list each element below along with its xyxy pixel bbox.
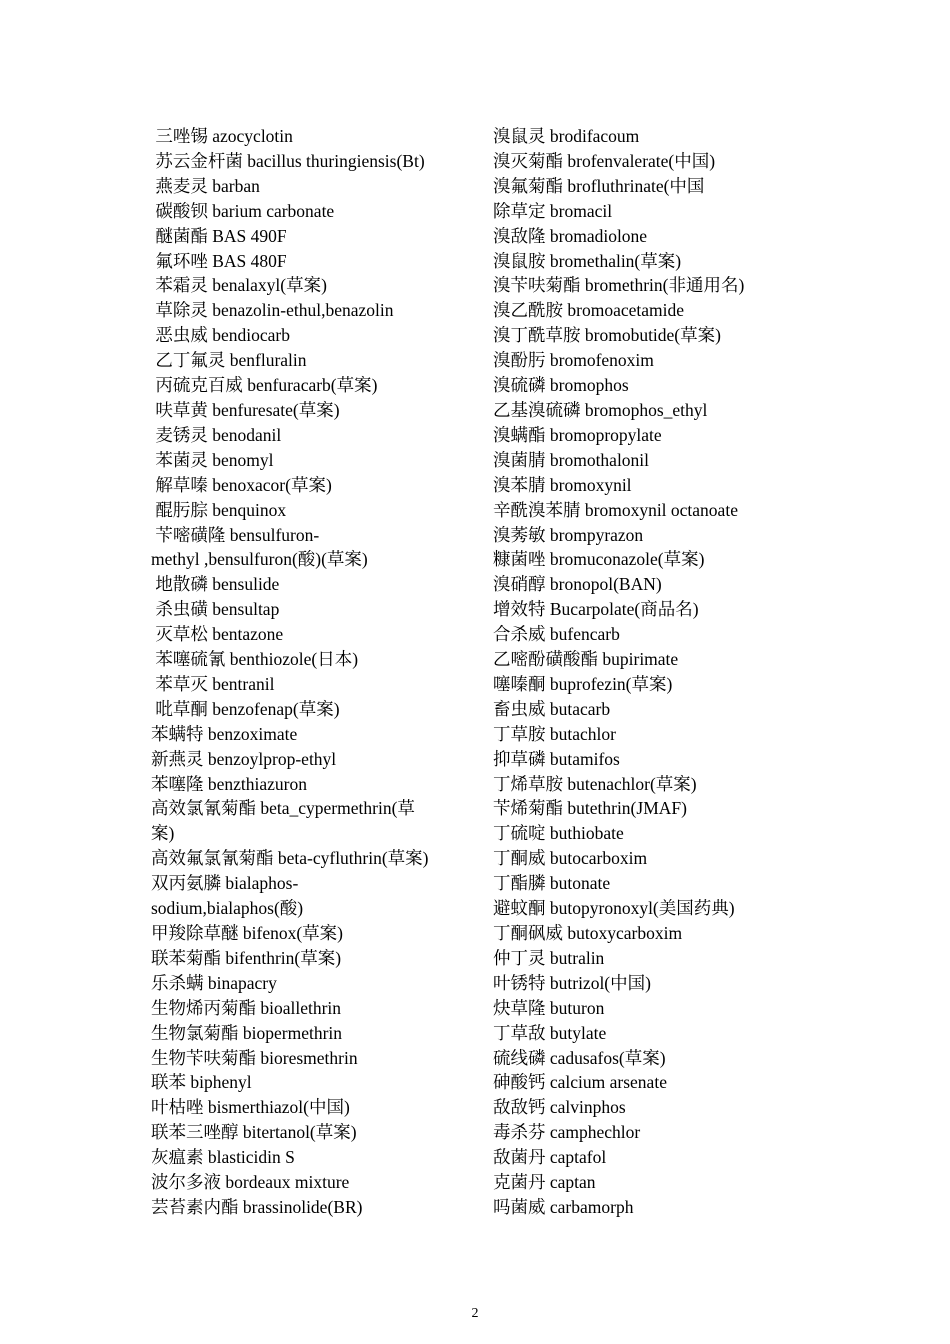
term-entry: 灭草松 bentazone <box>151 624 284 645</box>
term-entry: 苯螨特 benzoximate <box>151 723 298 744</box>
term-entry: 溴敌隆 bromadiolone <box>493 225 648 246</box>
term-entry: 醌肟腙 benquinox <box>151 499 287 520</box>
term-entry: 三唑锡 azocyclotin <box>151 126 293 146</box>
term-entry: 溴鼠灵 brodifacoum <box>493 126 640 146</box>
term-entry: 溴苄呋菊酯 bromethrin(非通用名) <box>493 275 745 296</box>
term-entry: 苯菌灵 benomyl <box>151 449 274 470</box>
term-entry: 叶锈特 butrizol(中国) <box>493 972 651 993</box>
term-entry: 噻嗪酮 buprofezin(草案) <box>493 673 673 694</box>
term-entry: 抑草磷 butamifos <box>493 748 620 769</box>
term-entry: 糠菌唑 bromuconazole(草案) <box>493 549 705 570</box>
term-entry: 除草定 bromacil <box>493 200 613 221</box>
term-entry: 丁草胺 butachlor <box>493 723 616 744</box>
term-entry: 碳酸钡 barium carbonate <box>151 200 335 221</box>
term-entry: 乙丁氟灵 benfluralin <box>151 350 307 371</box>
term-entry: 溴莠敏 brompyrazon <box>493 524 644 545</box>
term-entry: 溴灭菊酯 brofenvalerate(中国) <box>493 150 716 171</box>
term-entry: 苄嘧磺隆 bensulfuron- <box>151 524 320 545</box>
term-entry: 吡草酮 benzofenap(草案) <box>151 698 340 719</box>
term-entry: 丙硫克百威 benfuracarb(草案) <box>151 375 378 396</box>
term-entry: 丁硫啶 buthiobate <box>493 823 624 844</box>
term-entry: 敌敌钙 calvinphos <box>493 1097 626 1118</box>
term-entry: 溴螨酯 bromopropylate <box>493 424 662 445</box>
term-entry: 丁草敌 butylate <box>493 1022 607 1043</box>
term-entry: 丁酯膦 butonate <box>493 873 611 894</box>
term-entry: 联苯 biphenyl <box>151 1072 252 1093</box>
term-entry: 生物氯菊酯 biopermethrin <box>151 1022 343 1043</box>
term-entry: 呋草黄 benfuresate(草案) <box>151 399 340 420</box>
term-entry: 双丙氨膦 bialaphos- <box>151 873 299 894</box>
term-entry: 炔草隆 buturon <box>493 997 605 1018</box>
term-entry: 合杀威 bufencarb <box>493 624 620 645</box>
right-term-column <box>493 124 793 1220</box>
term-entry: 联苯菊酯 bifenthrin(草案) <box>151 947 342 968</box>
term-entry: 苯草灭 bentranil <box>151 673 275 694</box>
term-entry: 克菌丹 captan <box>493 1172 596 1193</box>
term-entry: 仲丁灵 butralin <box>493 947 605 968</box>
term-entry: 麦锈灵 benodanil <box>151 424 282 445</box>
term-entry: 氟环唑 BAS 480F <box>151 250 287 271</box>
term-entry: 溴硝醇 bronopol(BAN) <box>493 574 662 595</box>
page-number: 2 <box>471 1306 479 1321</box>
term-entry: 吗菌威 carbamorph <box>493 1196 634 1217</box>
term-entry: 苄烯菊酯 butethrin(JMAF) <box>493 798 687 819</box>
term-entry: 灰瘟素 blasticidin S <box>151 1147 295 1168</box>
term-entry: 避蚊酮 butopyronoxyl(美国药典) <box>493 898 735 919</box>
term-entry: 生物苄呋菊酯 bioresmethrin <box>151 1047 358 1068</box>
term-entry: sodium,bialaphos(酸) <box>151 898 304 919</box>
term-entry: 苏云金杆菌 bacillus thuringiensis(Bt) <box>151 150 425 171</box>
term-entry: 新燕灵 benzoylprop-ethyl <box>151 748 337 769</box>
term-entry: 丁酮砜威 butoxycarboxim <box>493 923 683 943</box>
term-entry: 苯噻硫氰 benthiozole(日本) <box>151 649 359 670</box>
term-entry: 生物烯丙菊酯 bioallethrin <box>151 997 342 1018</box>
term-entry: 高效氯氰菊酯 beta_cypermethrin(草 <box>151 798 415 819</box>
term-entry: 醚菌酯 BAS 490F <box>151 225 287 246</box>
term-entry: 硫线磷 cadusafos(草案) <box>493 1047 666 1068</box>
term-entry: 燕麦灵 barban <box>151 175 260 196</box>
term-entry: 溴氟菊酯 brofluthrinate(中国 <box>493 175 705 196</box>
term-entry: 畜虫威 butacarb <box>493 698 611 719</box>
term-entry: 乐杀螨 binapacry <box>151 972 277 993</box>
term-entry: 草除灵 benazolin-ethul,benazolin <box>151 300 394 321</box>
term-entry: methyl ,bensulfuron(酸)(草案) <box>151 549 368 570</box>
term-entry: 丁烯草胺 butenachlor(草案) <box>493 773 697 794</box>
term-entry: 溴乙酰胺 bromoacetamide <box>493 300 684 321</box>
term-entry: 杀虫磺 bensultap <box>151 599 280 620</box>
term-entry: 溴丁酰草胺 bromobutide(草案) <box>493 325 721 346</box>
term-entry: 乙嘧酚磺酸酯 bupirimate <box>493 649 679 670</box>
term-entry: 解草嗪 benoxacor(草案) <box>151 474 332 495</box>
term-entry: 溴苯腈 bromoxynil <box>493 474 632 495</box>
term-entry: 联苯三唑醇 bitertanol(草案) <box>151 1122 357 1143</box>
term-entry: 波尔多液 bordeaux mixture <box>151 1172 350 1193</box>
term-entry: 高效氟氯氰菊酯 beta-cyfluthrin(草案) <box>151 848 429 869</box>
term-entry: 苯噻隆 benzthiazuron <box>151 773 307 794</box>
term-entry: 恶虫威 bendiocarb <box>151 325 290 346</box>
term-entry: 溴鼠胺 bromethalin(草案) <box>493 250 682 271</box>
term-entry: 溴酚肟 bromofenoxim <box>493 350 654 371</box>
term-entry: 地散磷 bensulide <box>151 574 280 595</box>
term-entry: 叶枯唑 bismerthiazol(中国) <box>151 1097 350 1118</box>
term-entry: 苯霜灵 benalaxyl(草案) <box>151 275 327 296</box>
term-entry: 毒杀芬 camphechlor <box>493 1122 641 1143</box>
term-entry: 溴硫磷 bromophos <box>493 375 629 396</box>
term-entry: 丁酮威 butocarboxim <box>493 848 648 869</box>
term-entry: 砷酸钙 calcium arsenate <box>493 1072 667 1093</box>
term-entry: 甲羧除草醚 bifenox(草案) <box>151 923 343 943</box>
term-entry: 乙基溴硫磷 bromophos_ethyl <box>493 399 708 420</box>
term-entry: 辛酰溴苯腈 bromoxynil octanoate <box>493 499 738 520</box>
term-entry: 案) <box>151 823 175 844</box>
term-entry: 敌菌丹 captafol <box>493 1147 607 1168</box>
term-entry: 溴菌腈 bromothalonil <box>493 449 650 470</box>
term-entry: 芸苔素内酯 brassinolide(BR) <box>151 1196 363 1217</box>
left-term-column <box>151 124 471 1220</box>
term-entry: 增效特 Bucarpolate(商品名) <box>493 599 699 620</box>
